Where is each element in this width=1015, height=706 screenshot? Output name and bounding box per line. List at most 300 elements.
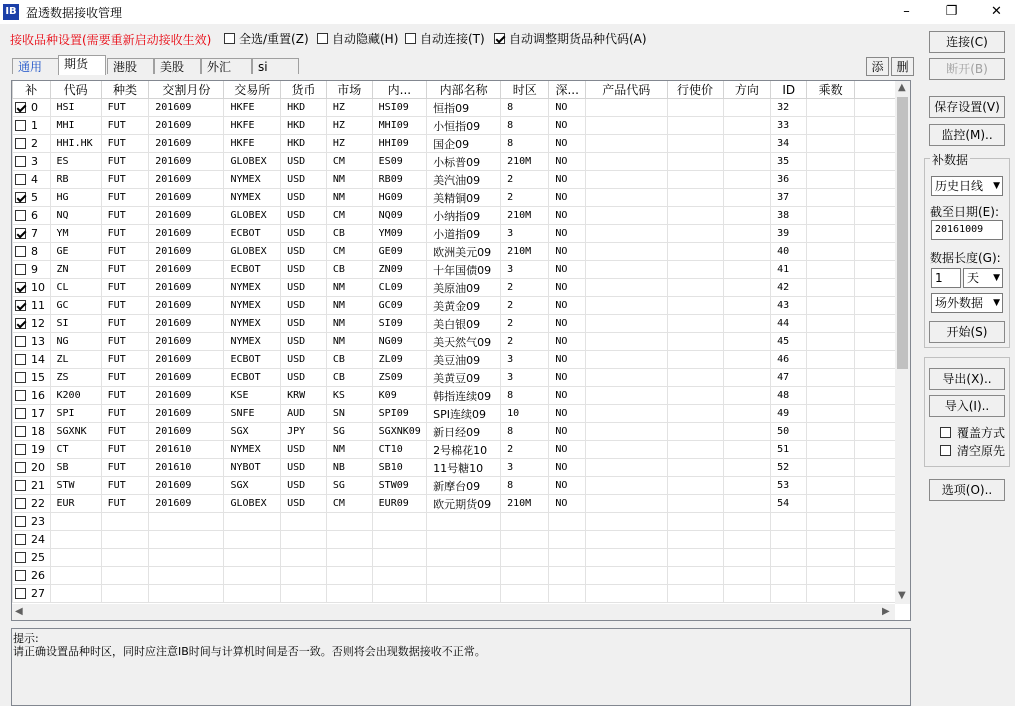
cell-fill[interactable] bbox=[13, 261, 51, 279]
cell-product-code[interactable] bbox=[586, 333, 668, 351]
cell-currency[interactable]: USD bbox=[281, 153, 327, 171]
cell-exchange[interactable]: GLOBEX bbox=[224, 153, 281, 171]
cell-fill[interactable] bbox=[13, 567, 51, 585]
cell-strike[interactable] bbox=[667, 369, 723, 387]
cell-timezone[interactable] bbox=[501, 585, 549, 603]
cell-direction[interactable] bbox=[723, 369, 771, 387]
cell-id[interactable]: 52 bbox=[771, 459, 807, 477]
cell-fill[interactable] bbox=[13, 387, 51, 405]
cell-fill[interactable] bbox=[13, 189, 51, 207]
cell-multiplier[interactable] bbox=[807, 171, 855, 189]
checkbox-icon[interactable] bbox=[15, 318, 26, 329]
cell-direction[interactable] bbox=[723, 441, 771, 459]
auto-adjust-checkbox[interactable] bbox=[494, 30, 647, 47]
col-header-timezone[interactable]: 时区 bbox=[501, 81, 549, 99]
cell-exchange[interactable]: HKFE bbox=[224, 135, 281, 153]
cell-currency[interactable]: KRW bbox=[281, 387, 327, 405]
checkbox-icon[interactable] bbox=[15, 552, 26, 563]
cell-currency[interactable]: USD bbox=[281, 477, 327, 495]
table-row[interactable] bbox=[13, 207, 910, 225]
col-header-internal-code[interactable]: 内... bbox=[372, 81, 426, 99]
cell-strike[interactable] bbox=[667, 99, 723, 117]
cell-direction[interactable] bbox=[723, 405, 771, 423]
end-date-input[interactable] bbox=[931, 220, 1003, 240]
cell-month[interactable] bbox=[149, 531, 224, 549]
cell-code[interactable] bbox=[50, 531, 101, 549]
dropdown-icon[interactable]: ▼ bbox=[993, 181, 1000, 191]
checkbox-icon[interactable] bbox=[15, 192, 26, 203]
cell-internal-code[interactable] bbox=[372, 531, 426, 549]
cell-fill[interactable] bbox=[13, 207, 51, 225]
cell-direction[interactable] bbox=[723, 567, 771, 585]
checkbox-icon[interactable] bbox=[224, 33, 235, 44]
cell-strike[interactable] bbox=[667, 153, 723, 171]
options-button[interactable]: 选项(O).. bbox=[929, 479, 1005, 501]
cell-id[interactable]: 41 bbox=[771, 261, 807, 279]
cell-id[interactable] bbox=[771, 585, 807, 603]
cell-product-code[interactable] bbox=[586, 297, 668, 315]
cell-market[interactable] bbox=[326, 567, 372, 585]
cell-depth[interactable]: NO bbox=[549, 423, 586, 441]
table-row[interactable] bbox=[13, 387, 910, 405]
period-select[interactable] bbox=[931, 176, 1003, 196]
cell-direction[interactable] bbox=[723, 333, 771, 351]
cell-type[interactable]: FUT bbox=[101, 189, 149, 207]
cell-multiplier[interactable] bbox=[807, 405, 855, 423]
cell-depth[interactable] bbox=[549, 549, 586, 567]
cell-internal-name[interactable]: 新日经09 bbox=[427, 423, 501, 441]
scroll-right-icon[interactable]: ▶ bbox=[882, 606, 890, 617]
table-row[interactable] bbox=[13, 513, 910, 531]
cell-depth[interactable]: NO bbox=[549, 99, 586, 117]
cell-timezone[interactable]: 210M bbox=[501, 207, 549, 225]
cell-fill[interactable] bbox=[13, 531, 51, 549]
cell-id[interactable] bbox=[771, 549, 807, 567]
cell-internal-code[interactable] bbox=[372, 585, 426, 603]
cell-currency[interactable] bbox=[281, 585, 327, 603]
cell-market[interactable] bbox=[326, 513, 372, 531]
cell-month[interactable]: 201609 bbox=[149, 495, 224, 513]
cell-type[interactable]: FUT bbox=[101, 153, 149, 171]
cell-strike[interactable] bbox=[667, 567, 723, 585]
cell-internal-code[interactable]: NQ09 bbox=[372, 207, 426, 225]
cell-direction[interactable] bbox=[723, 315, 771, 333]
cell-timezone[interactable]: 3 bbox=[501, 369, 549, 387]
dropdown-icon[interactable]: ▼ bbox=[993, 298, 1000, 308]
cell-id[interactable]: 44 bbox=[771, 315, 807, 333]
cell-type[interactable] bbox=[101, 549, 149, 567]
cell-depth[interactable] bbox=[549, 567, 586, 585]
cell-month[interactable]: 201609 bbox=[149, 369, 224, 387]
cell-product-code[interactable] bbox=[586, 477, 668, 495]
cell-currency[interactable]: HKD bbox=[281, 117, 327, 135]
cell-type[interactable]: FUT bbox=[101, 387, 149, 405]
cell-product-code[interactable] bbox=[586, 567, 668, 585]
cell-internal-code[interactable] bbox=[372, 513, 426, 531]
cell-market[interactable]: CB bbox=[326, 261, 372, 279]
auto-hide-checkbox[interactable] bbox=[317, 30, 398, 47]
cell-multiplier[interactable] bbox=[807, 387, 855, 405]
cell-month[interactable]: 201609 bbox=[149, 333, 224, 351]
cell-strike[interactable] bbox=[667, 549, 723, 567]
cell-internal-name[interactable]: 新摩台09 bbox=[427, 477, 501, 495]
table-row[interactable] bbox=[13, 531, 910, 549]
checkbox-icon[interactable] bbox=[317, 33, 328, 44]
cell-month[interactable]: 201609 bbox=[149, 477, 224, 495]
cell-fill[interactable] bbox=[13, 225, 51, 243]
cell-direction[interactable] bbox=[723, 351, 771, 369]
cell-exchange[interactable]: NYMEX bbox=[224, 279, 281, 297]
cell-currency[interactable]: AUD bbox=[281, 405, 327, 423]
cell-type[interactable]: FUT bbox=[101, 351, 149, 369]
cell-internal-code[interactable]: CT10 bbox=[372, 441, 426, 459]
cell-strike[interactable] bbox=[667, 189, 723, 207]
cell-internal-name[interactable] bbox=[427, 549, 501, 567]
import-button[interactable]: 导入(I).. bbox=[929, 395, 1005, 417]
cell-exchange[interactable]: ECBOT bbox=[224, 225, 281, 243]
cell-multiplier[interactable] bbox=[807, 477, 855, 495]
cell-product-code[interactable] bbox=[586, 99, 668, 117]
cell-type[interactable]: FUT bbox=[101, 243, 149, 261]
cell-depth[interactable]: NO bbox=[549, 117, 586, 135]
cell-direction[interactable] bbox=[723, 387, 771, 405]
cell-id[interactable]: 43 bbox=[771, 297, 807, 315]
cell-internal-code[interactable]: HHI09 bbox=[372, 135, 426, 153]
checkbox-icon[interactable] bbox=[940, 445, 951, 456]
checkbox-icon[interactable] bbox=[15, 534, 26, 545]
cell-id[interactable]: 50 bbox=[771, 423, 807, 441]
cell-depth[interactable]: NO bbox=[549, 243, 586, 261]
col-header-type[interactable]: 种类 bbox=[101, 81, 149, 99]
checkbox-icon[interactable] bbox=[15, 102, 26, 113]
cell-strike[interactable] bbox=[667, 477, 723, 495]
cell-exchange[interactable]: SNFE bbox=[224, 405, 281, 423]
cell-fill[interactable] bbox=[13, 333, 51, 351]
cell-product-code[interactable] bbox=[586, 207, 668, 225]
cell-currency[interactable]: USD bbox=[281, 333, 327, 351]
cell-exchange[interactable]: NYMEX bbox=[224, 441, 281, 459]
cell-internal-name[interactable]: 小道指09 bbox=[427, 225, 501, 243]
length-input[interactable] bbox=[931, 268, 961, 288]
cell-internal-code[interactable]: SGXNK09 bbox=[372, 423, 426, 441]
cell-direction[interactable] bbox=[723, 477, 771, 495]
length-unit-select[interactable] bbox=[963, 268, 1003, 288]
checkbox-icon[interactable] bbox=[15, 570, 26, 581]
table-row[interactable] bbox=[13, 243, 910, 261]
cell-code[interactable]: CL bbox=[50, 279, 101, 297]
col-header-id[interactable]: ID bbox=[771, 81, 807, 99]
cell-type[interactable]: FUT bbox=[101, 333, 149, 351]
cell-month[interactable]: 201609 bbox=[149, 99, 224, 117]
cell-month[interactable] bbox=[149, 549, 224, 567]
cell-currency[interactable] bbox=[281, 513, 327, 531]
cell-internal-code[interactable]: YM09 bbox=[372, 225, 426, 243]
cell-fill[interactable] bbox=[13, 135, 51, 153]
cell-market[interactable]: CM bbox=[326, 153, 372, 171]
cell-product-code[interactable] bbox=[586, 171, 668, 189]
cell-currency[interactable]: USD bbox=[281, 351, 327, 369]
checkbox-icon[interactable] bbox=[15, 264, 26, 275]
cell-product-code[interactable] bbox=[586, 243, 668, 261]
cell-market[interactable]: SG bbox=[326, 423, 372, 441]
cell-market[interactable]: NM bbox=[326, 297, 372, 315]
cell-depth[interactable]: NO bbox=[549, 387, 586, 405]
cell-market[interactable]: NM bbox=[326, 171, 372, 189]
cell-id[interactable]: 49 bbox=[771, 405, 807, 423]
table-row[interactable] bbox=[13, 225, 910, 243]
cell-id[interactable]: 32 bbox=[771, 99, 807, 117]
cell-timezone[interactable]: 10 bbox=[501, 405, 549, 423]
cell-code[interactable] bbox=[50, 567, 101, 585]
cell-depth[interactable]: NO bbox=[549, 477, 586, 495]
cell-internal-name[interactable] bbox=[427, 531, 501, 549]
cell-type[interactable]: FUT bbox=[101, 117, 149, 135]
cell-product-code[interactable] bbox=[586, 387, 668, 405]
cell-direction[interactable] bbox=[723, 189, 771, 207]
cell-month[interactable]: 201609 bbox=[149, 189, 224, 207]
tab-futures[interactable]: 期货 bbox=[58, 55, 106, 75]
cell-type[interactable]: FUT bbox=[101, 279, 149, 297]
cell-fill[interactable] bbox=[13, 477, 51, 495]
cell-strike[interactable] bbox=[667, 315, 723, 333]
cell-depth[interactable]: NO bbox=[549, 315, 586, 333]
cell-product-code[interactable] bbox=[586, 369, 668, 387]
dropdown-icon[interactable]: ▼ bbox=[993, 273, 1000, 283]
cell-currency[interactable]: USD bbox=[281, 297, 327, 315]
table-row[interactable] bbox=[13, 495, 910, 513]
cell-currency[interactable]: USD bbox=[281, 171, 327, 189]
cell-timezone[interactable]: 2 bbox=[501, 189, 549, 207]
table-row[interactable] bbox=[13, 153, 910, 171]
cell-depth[interactable]: NO bbox=[549, 369, 586, 387]
cell-id[interactable]: 48 bbox=[771, 387, 807, 405]
cell-internal-name[interactable]: 小恒指09 bbox=[427, 117, 501, 135]
cell-product-code[interactable] bbox=[586, 513, 668, 531]
cell-month[interactable]: 201609 bbox=[149, 423, 224, 441]
cell-direction[interactable] bbox=[723, 279, 771, 297]
cell-code[interactable]: ES bbox=[50, 153, 101, 171]
cell-fill[interactable] bbox=[13, 117, 51, 135]
cell-depth[interactable]: NO bbox=[549, 225, 586, 243]
cell-internal-name[interactable]: 11号糖10 bbox=[427, 459, 501, 477]
cell-code[interactable]: SB bbox=[50, 459, 101, 477]
cell-multiplier[interactable] bbox=[807, 297, 855, 315]
cell-product-code[interactable] bbox=[586, 441, 668, 459]
cell-exchange[interactable] bbox=[224, 513, 281, 531]
cell-direction[interactable] bbox=[723, 495, 771, 513]
cell-multiplier[interactable] bbox=[807, 117, 855, 135]
cell-depth[interactable]: NO bbox=[549, 207, 586, 225]
cell-product-code[interactable] bbox=[586, 279, 668, 297]
cell-month[interactable]: 201609 bbox=[149, 315, 224, 333]
cell-month[interactable]: 201609 bbox=[149, 351, 224, 369]
checkbox-icon[interactable] bbox=[15, 498, 26, 509]
cell-fill[interactable] bbox=[13, 297, 51, 315]
cell-month[interactable]: 201609 bbox=[149, 171, 224, 189]
cell-multiplier[interactable] bbox=[807, 279, 855, 297]
cell-code[interactable]: SGXNK bbox=[50, 423, 101, 441]
cell-code[interactable]: K200 bbox=[50, 387, 101, 405]
cell-depth[interactable]: NO bbox=[549, 171, 586, 189]
vertical-scroll-thumb[interactable] bbox=[897, 97, 908, 369]
cell-id[interactable]: 47 bbox=[771, 369, 807, 387]
cell-id[interactable]: 35 bbox=[771, 153, 807, 171]
checkbox-icon[interactable] bbox=[15, 372, 26, 383]
cell-internal-code[interactable]: NG09 bbox=[372, 333, 426, 351]
cell-code[interactable]: HHI.HK bbox=[50, 135, 101, 153]
cell-internal-code[interactable]: ZS09 bbox=[372, 369, 426, 387]
cell-direction[interactable] bbox=[723, 549, 771, 567]
start-button[interactable]: 开始(S) bbox=[929, 321, 1005, 343]
connect-button[interactable]: 连接(C) bbox=[929, 31, 1005, 53]
table-row[interactable] bbox=[13, 189, 910, 207]
cell-type[interactable] bbox=[101, 531, 149, 549]
cell-code[interactable]: MHI bbox=[50, 117, 101, 135]
cell-currency[interactable]: USD bbox=[281, 315, 327, 333]
cell-timezone[interactable]: 210M bbox=[501, 495, 549, 513]
cell-id[interactable]: 54 bbox=[771, 495, 807, 513]
cell-exchange[interactable] bbox=[224, 567, 281, 585]
cell-product-code[interactable] bbox=[586, 225, 668, 243]
cell-currency[interactable] bbox=[281, 531, 327, 549]
cell-internal-code[interactable]: SPI09 bbox=[372, 405, 426, 423]
cell-internal-code[interactable]: CL09 bbox=[372, 279, 426, 297]
cell-timezone[interactable] bbox=[501, 549, 549, 567]
cell-exchange[interactable] bbox=[224, 531, 281, 549]
cell-timezone[interactable]: 2 bbox=[501, 315, 549, 333]
table-row[interactable] bbox=[13, 369, 910, 387]
cell-internal-name[interactable]: 美豆油09 bbox=[427, 351, 501, 369]
cell-timezone[interactable]: 8 bbox=[501, 477, 549, 495]
cell-exchange[interactable]: NYMEX bbox=[224, 171, 281, 189]
table-row[interactable] bbox=[13, 279, 910, 297]
cell-strike[interactable] bbox=[667, 513, 723, 531]
cell-direction[interactable] bbox=[723, 207, 771, 225]
cell-type[interactable]: FUT bbox=[101, 171, 149, 189]
cell-direction[interactable] bbox=[723, 459, 771, 477]
cell-exchange[interactable]: ECBOT bbox=[224, 261, 281, 279]
cell-code[interactable]: YM bbox=[50, 225, 101, 243]
cell-timezone[interactable]: 2 bbox=[501, 279, 549, 297]
cell-market[interactable]: NM bbox=[326, 315, 372, 333]
cell-multiplier[interactable] bbox=[807, 567, 855, 585]
cell-market[interactable]: CM bbox=[326, 243, 372, 261]
cell-currency[interactable] bbox=[281, 567, 327, 585]
cell-fill[interactable] bbox=[13, 279, 51, 297]
cell-type[interactable]: FUT bbox=[101, 207, 149, 225]
cell-internal-code[interactable]: HSI09 bbox=[372, 99, 426, 117]
cell-month[interactable] bbox=[149, 513, 224, 531]
cell-id[interactable]: 34 bbox=[771, 135, 807, 153]
cell-product-code[interactable] bbox=[586, 549, 668, 567]
cell-timezone[interactable]: 8 bbox=[501, 135, 549, 153]
cell-exchange[interactable]: HKFE bbox=[224, 117, 281, 135]
cell-market[interactable]: CB bbox=[326, 369, 372, 387]
cell-code[interactable]: NQ bbox=[50, 207, 101, 225]
table-row[interactable] bbox=[13, 477, 910, 495]
cell-internal-name[interactable] bbox=[427, 513, 501, 531]
cell-type[interactable]: FUT bbox=[101, 315, 149, 333]
cell-direction[interactable] bbox=[723, 531, 771, 549]
cell-depth[interactable]: NO bbox=[549, 495, 586, 513]
cell-fill[interactable] bbox=[13, 171, 51, 189]
cell-month[interactable]: 201609 bbox=[149, 243, 224, 261]
auto-connect-checkbox[interactable] bbox=[405, 30, 485, 47]
cell-internal-name[interactable]: 美汽油09 bbox=[427, 171, 501, 189]
cell-timezone[interactable] bbox=[501, 531, 549, 549]
cell-timezone[interactable]: 8 bbox=[501, 99, 549, 117]
col-header-fill[interactable]: 补 bbox=[13, 81, 51, 99]
cell-strike[interactable] bbox=[667, 423, 723, 441]
checkbox-icon[interactable] bbox=[15, 480, 26, 491]
cell-internal-name[interactable]: 十年国债09 bbox=[427, 261, 501, 279]
checkbox-icon[interactable] bbox=[15, 354, 26, 365]
checkbox-icon[interactable] bbox=[15, 156, 26, 167]
cell-internal-code[interactable]: ZL09 bbox=[372, 351, 426, 369]
table-row[interactable] bbox=[13, 171, 910, 189]
cell-timezone[interactable]: 3 bbox=[501, 225, 549, 243]
cell-id[interactable]: 40 bbox=[771, 243, 807, 261]
scroll-left-icon[interactable]: ◀ bbox=[15, 606, 23, 617]
cell-strike[interactable] bbox=[667, 333, 723, 351]
cell-code[interactable]: HG bbox=[50, 189, 101, 207]
checkbox-icon[interactable] bbox=[494, 33, 505, 44]
cell-month[interactable]: 201609 bbox=[149, 135, 224, 153]
cell-internal-code[interactable]: GE09 bbox=[372, 243, 426, 261]
cell-internal-name[interactable]: 国企09 bbox=[427, 135, 501, 153]
table-row[interactable] bbox=[13, 315, 910, 333]
scroll-up-icon[interactable]: ▲ bbox=[898, 82, 906, 93]
cell-code[interactable]: CT bbox=[50, 441, 101, 459]
cell-market[interactable] bbox=[326, 549, 372, 567]
cell-currency[interactable]: HKD bbox=[281, 99, 327, 117]
cell-currency[interactable]: USD bbox=[281, 279, 327, 297]
cell-month[interactable]: 201609 bbox=[149, 207, 224, 225]
cell-id[interactable]: 46 bbox=[771, 351, 807, 369]
cell-strike[interactable] bbox=[667, 261, 723, 279]
delete-button[interactable]: 删 bbox=[891, 57, 914, 76]
cell-type[interactable] bbox=[101, 513, 149, 531]
cell-strike[interactable] bbox=[667, 171, 723, 189]
checkbox-icon[interactable] bbox=[15, 138, 26, 149]
cell-market[interactable]: NM bbox=[326, 279, 372, 297]
cell-depth[interactable]: NO bbox=[549, 351, 586, 369]
cell-depth[interactable]: NO bbox=[549, 153, 586, 171]
cell-depth[interactable]: NO bbox=[549, 405, 586, 423]
cell-exchange[interactable]: ECBOT bbox=[224, 369, 281, 387]
cell-internal-name[interactable]: 美天然气09 bbox=[427, 333, 501, 351]
cell-timezone[interactable]: 210M bbox=[501, 243, 549, 261]
cell-type[interactable] bbox=[101, 585, 149, 603]
cell-month[interactable] bbox=[149, 585, 224, 603]
cell-code[interactable] bbox=[50, 585, 101, 603]
cell-direction[interactable] bbox=[723, 243, 771, 261]
cell-market[interactable]: HZ bbox=[326, 99, 372, 117]
cell-internal-name[interactable] bbox=[427, 567, 501, 585]
export-button[interactable]: 导出(X).. bbox=[929, 368, 1005, 390]
table-row[interactable] bbox=[13, 333, 910, 351]
add-button[interactable]: 添 bbox=[866, 57, 889, 76]
cell-market[interactable]: CB bbox=[326, 225, 372, 243]
cell-product-code[interactable] bbox=[586, 423, 668, 441]
cell-product-code[interactable] bbox=[586, 315, 668, 333]
cell-depth[interactable] bbox=[549, 585, 586, 603]
tab-forex[interactable]: 外汇 bbox=[201, 58, 252, 74]
table-row[interactable] bbox=[13, 297, 910, 315]
cell-direction[interactable] bbox=[723, 513, 771, 531]
checkbox-icon[interactable] bbox=[15, 588, 26, 599]
cell-month[interactable] bbox=[149, 567, 224, 585]
